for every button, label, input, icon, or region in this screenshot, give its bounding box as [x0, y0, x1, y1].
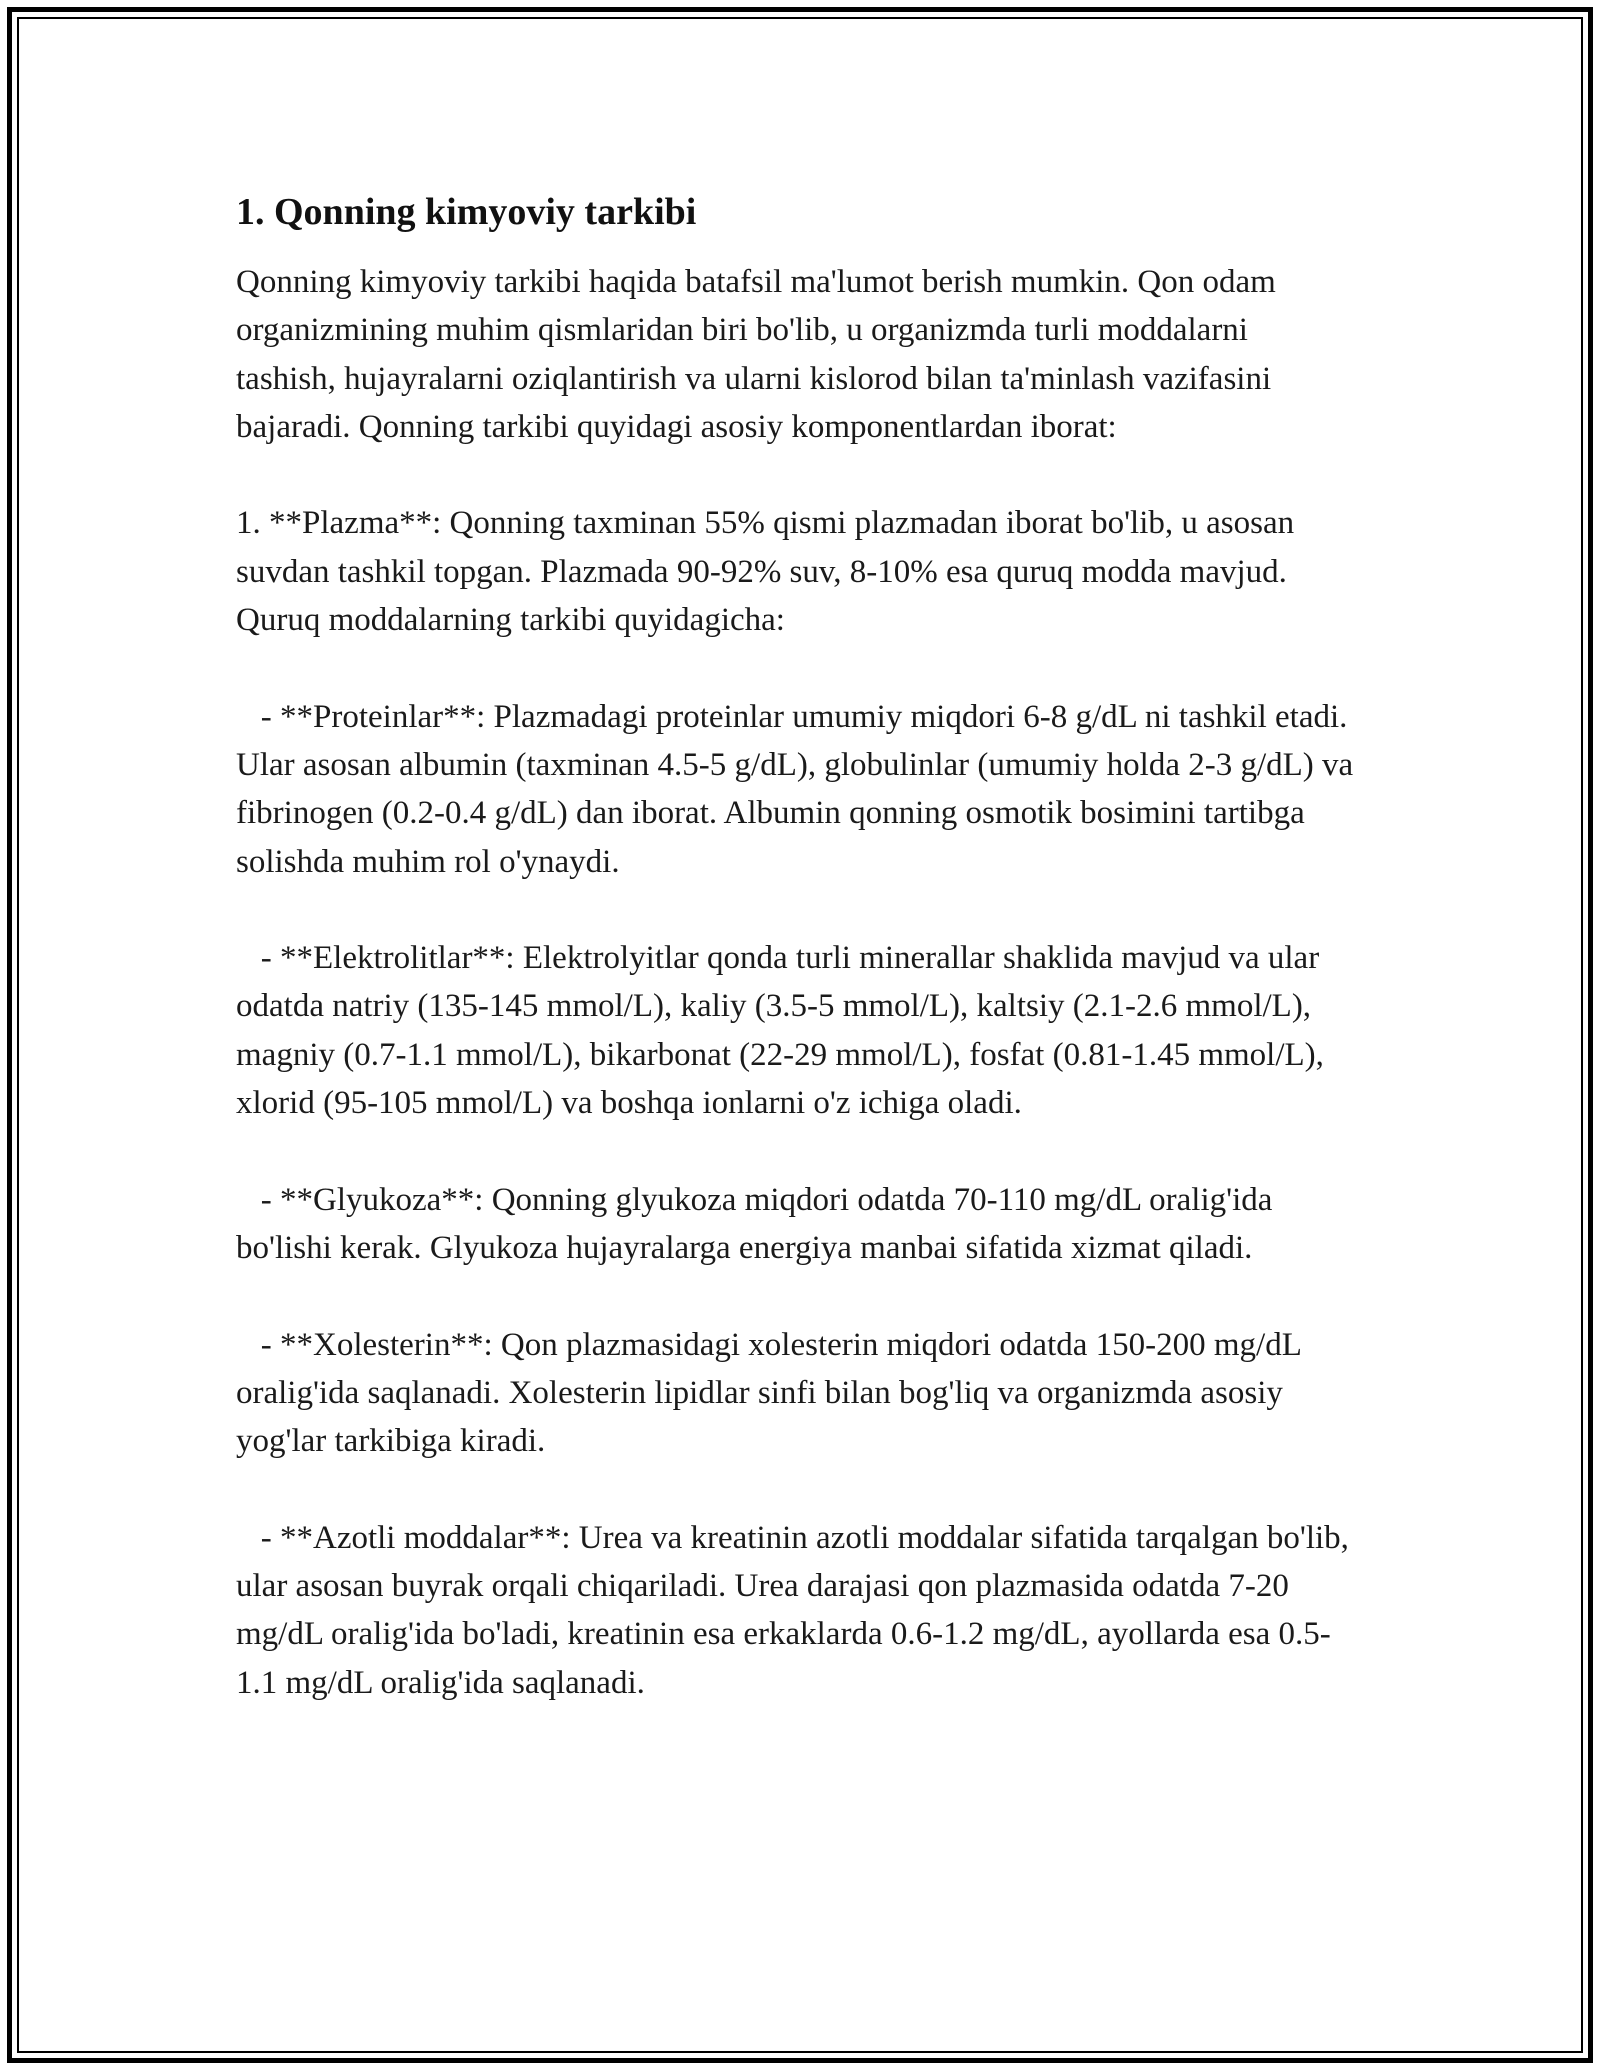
document-content: [236, 188, 1356, 1707]
section-body-text: Qonning kimyoviy tarkibi haqida batafsil ma'lumot berish mumkin. Qon odam organizmining muhim qismlaridan biri bo'lib, u organizmda turli moddalarni tashish, hujayralarni oziqlantirish va ularni kislorod bilan ta'minlash vazifasini bajaradi. Qonning tarkibi quyidagi asosiy komponentlardan iborat: 1. **Plazma**: Qonning taxminan 55% qismi plazmadan iborat bo'lib, u asosan suvdan tashkil topgan. Plazmada 90-92% suv, 8-10% esa quruq modda mavjud. Quruq moddalarning tarkibi quyidagicha: - **Proteinlar**: Plazmadagi proteinlar umumiy miqdori 6-8 g/dL ni tashkil etadi. Ular asosan albumin (taxminan 4.5-5 g/dL), globulinlar (umumiy holda 2-3 g/dL) va fibrinogen (0.2-0.4 g/dL) dan iborat. Albumin qonning osmotik bosimini tartibga solishda muhim rol o'ynaydi. - **Elektrolitlar**: Elektrolyitlar qonda turli minerallar shaklida mavjud va ular odatda natriy (135-145 mmol/L), kaliy (3.5-5 mmol/L), kaltsiy (2.1-2.6 mmol/L), magniy (0.7-1.1 mmol/L), bikarbonat (22-29 mmol/L), fosfat (0.81-1.45 mmol/L), xlorid (95-105 mmol/L) va boshqa ionlarni o'z ichiga oladi. - **Glyukoza**: Qonning glyukoza miqdori odatda 70-110 mg/dL oralig'ida bo'lishi kerak. Glyukoza hujayralarga energiya manbai sifatida xizmat qiladi. - **Xolesterin**: Qon plazmasidagi xolesterin miqdori odatda 150-200 mg/dL oralig'ida saqlanadi. Xolesterin lipidlar sinfi bilan bog'liq va organizmda asosiy yog'lar tarkibiga kiradi. - **Azotli moddalar**: Urea va kreatinin azotli moddalar sifatida tarqalgan bo'lib, ular asosan buyrak orqali chiqariladi. Urea darajasi qon plazmasida odatda 7-20 mg/dL oralig'ida bo'ladi, kreatinin esa erkaklarda 0.6-1.2 mg/dL, ayollarda esa 0.5-1.1 mg/dL oralig'ida saqlanadi.: [236, 264, 1354, 1701]
section-heading: 1. Qonning kimyoviy tarkibi: [236, 191, 697, 233]
